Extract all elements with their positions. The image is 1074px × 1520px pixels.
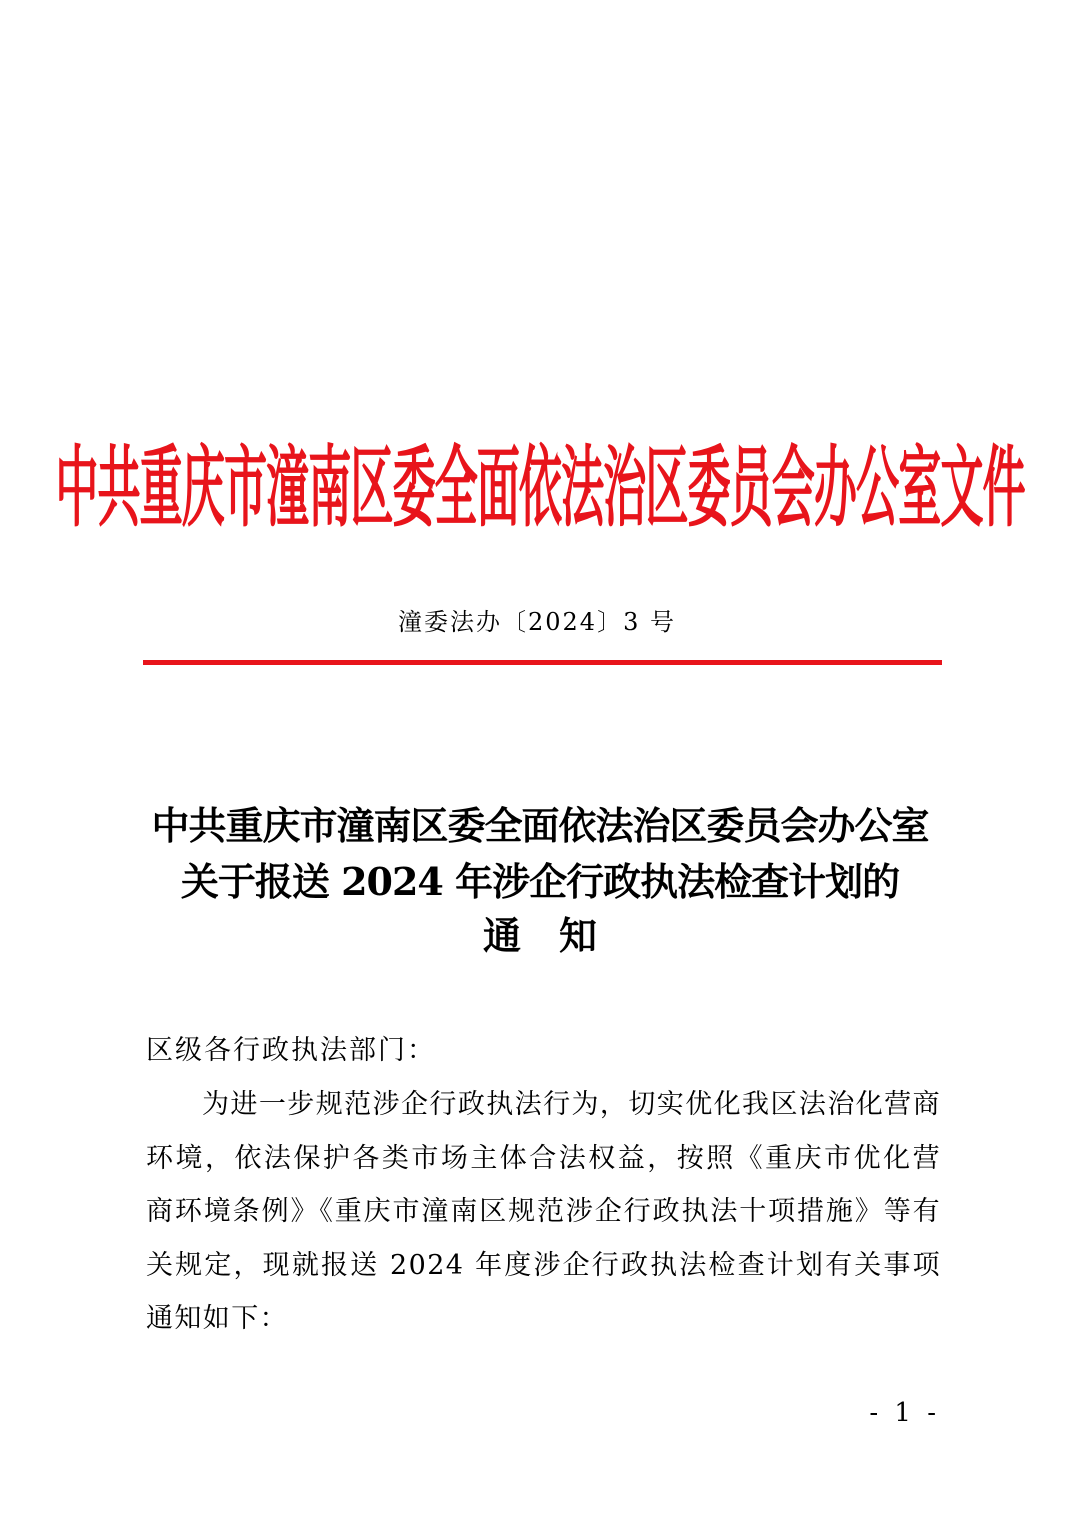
document-number: 潼委法办〔2024〕3 号 [398, 608, 676, 636]
red-masthead-title: 中共重庆市潼南区委全面依法治区委员会办公室文件 [55, 438, 1025, 540]
notice-title-line-3 [140, 905, 940, 960]
body-paragraph: 为进一步规范涉企行政执法行为，切实优化我区法治化营商环境，依法保护各类市场主体合法权益，按照《重庆市优化营商环境条例》《重庆市潼南区规范涉企行政执法十项措施》等有关规定，现就报送 2024 年度涉企行政执法检查计划有关事项通知如下： [146, 1089, 941, 1334]
page-number: - 1 - [869, 1398, 940, 1428]
notice-title-line-2: 关于报送 2024 年涉企行政执法检查计划的 [180, 859, 900, 904]
notice-title-word: 通知 [482, 913, 635, 958]
red-divider-line [143, 660, 942, 665]
notice-title-line-1: 中共重庆市潼南区委全面依法治区委员会办公室 [151, 803, 929, 848]
salutation: 区级各行政执法部门： [146, 1035, 436, 1066]
